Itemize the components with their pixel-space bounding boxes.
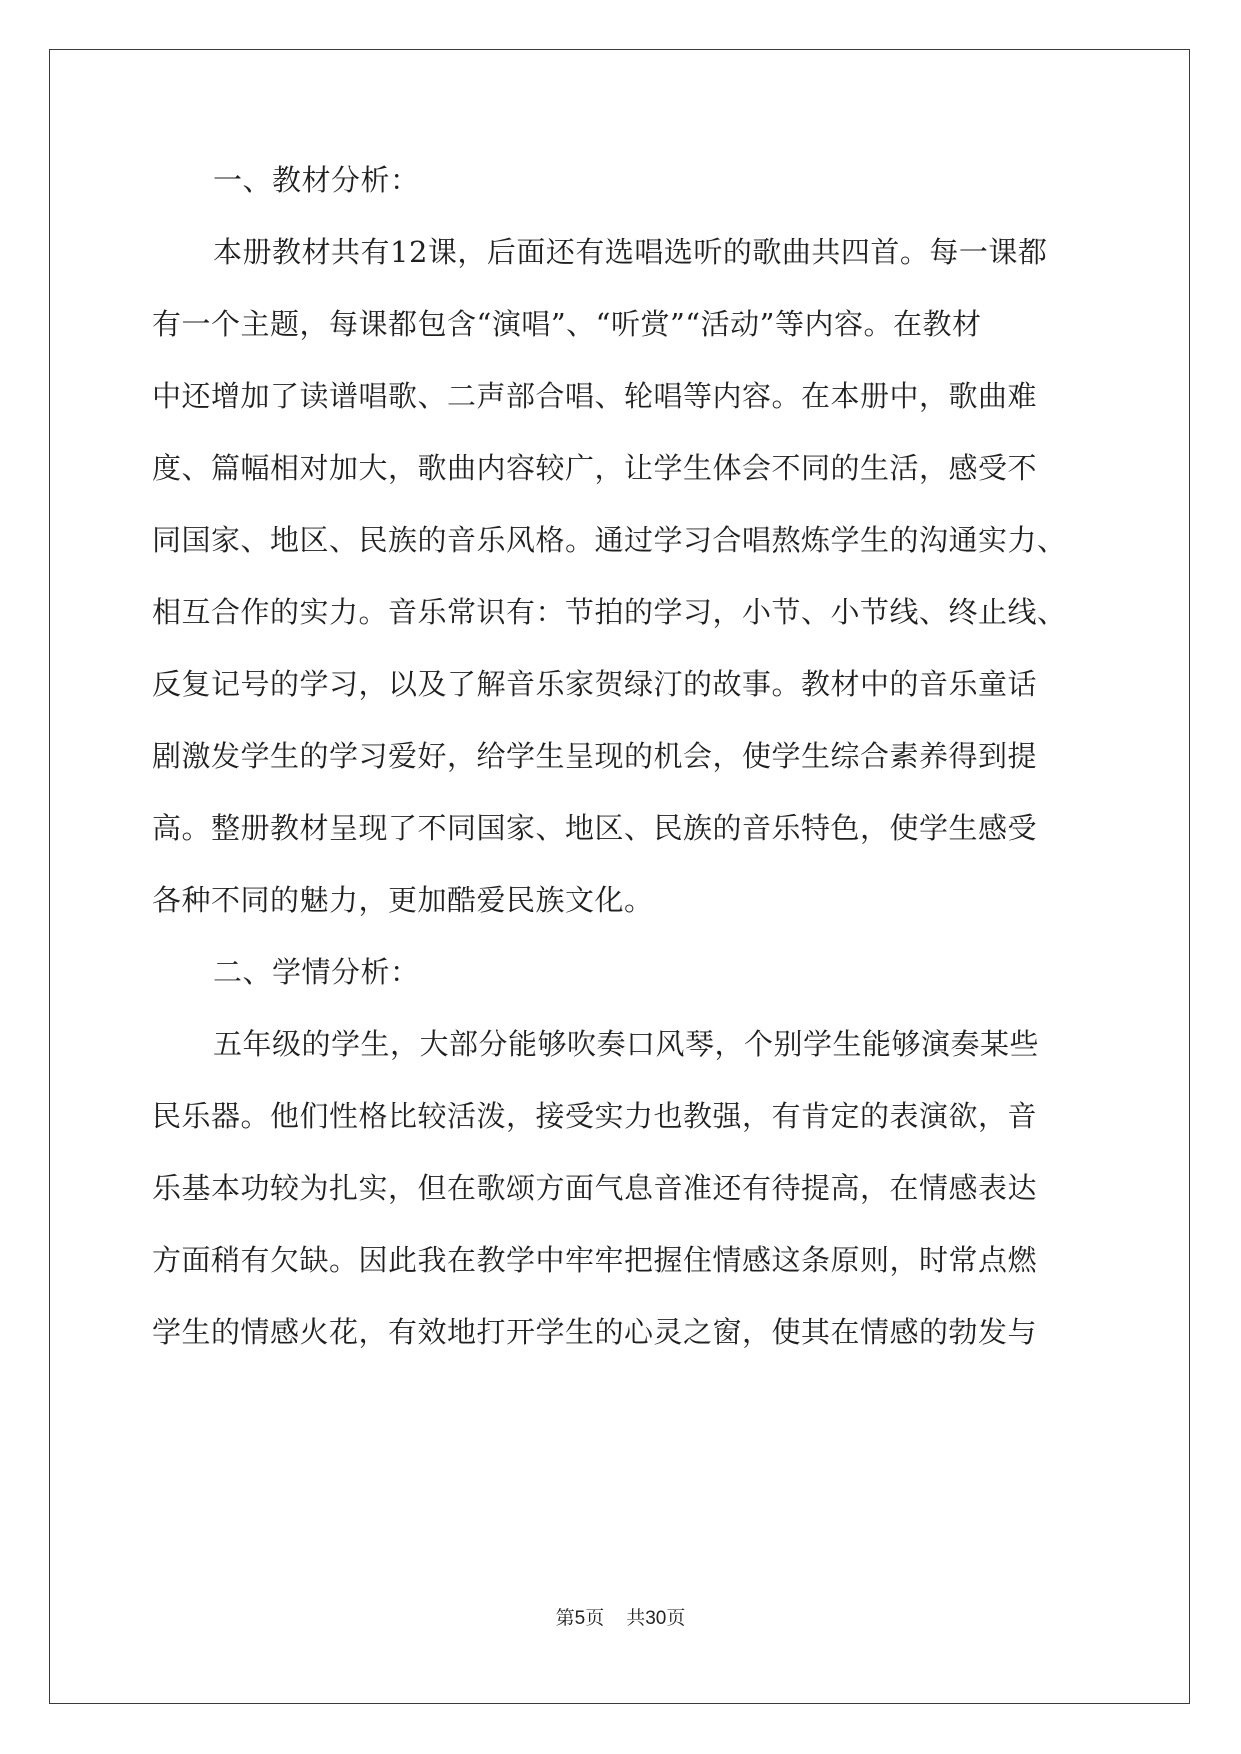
paragraph-line: 五年级的学生，大部分能够吹奏口风琴，个别学生能够演奏某些 (213, 1027, 1040, 1061)
page-border (49, 49, 1190, 1704)
paragraph-line: 高。整册教材呈现了不同国家、地区、民族的音乐特色，使学生感受 (152, 811, 1038, 845)
paragraph-line: 中还增加了读谱唱歌、二声部合唱、轮唱等内容。在本册中，歌曲难 (152, 379, 1038, 413)
paragraph-line: 民乐器。他们性格比较活泼，接受实力也教强，有肯定的表演欲，音 (152, 1099, 1038, 1133)
paragraph-line: 有一个主题，每课都包含“演唱”、“听赏”“活动”等内容。在教材 (152, 307, 982, 341)
section-heading-textbook-analysis: 一、教材分析： (213, 163, 420, 197)
paragraph-line: 本册教材共有12课，后面还有选唱选听的歌曲共四首。每一课都 (213, 235, 1048, 269)
section-heading-student-analysis: 二、学情分析： (213, 955, 420, 989)
page-total: 共30页 (626, 1608, 686, 1629)
page-number: 第5页 (555, 1608, 605, 1629)
paragraph-line: 度、篇幅相对加大，歌曲内容较广，让学生体会不同的生活，感受不 (152, 451, 1038, 485)
paragraph-line: 相互合作的实力。音乐常识有：节拍的学习，小节、小节线、终止线、 (152, 595, 1067, 629)
paragraph-line: 方面稍有欠缺。因此我在教学中牢牢把握住情感这条原则，时常点燃 (152, 1243, 1038, 1277)
page-footer (0, 1603, 1241, 1630)
paragraph-line: 剧激发学生的学习爱好，给学生呈现的机会，使学生综合素养得到提 (152, 739, 1038, 773)
paragraph-line: 乐基本功较为扎实，但在歌颂方面气息音准还有待提高，在情感表达 (152, 1171, 1038, 1205)
paragraph-line: 同国家、地区、民族的音乐风格。通过学习合唱熬炼学生的沟通实力、 (152, 523, 1067, 557)
paragraph-line: 反复记号的学习，以及了解音乐家贺绿汀的故事。教材中的音乐童话 (152, 667, 1038, 701)
paragraph-line: 学生的情感火花，有效地打开学生的心灵之窗，使其在情感的勃发与 (152, 1315, 1038, 1349)
paragraph-line: 各种不同的魅力，更加酷爱民族文化。 (152, 883, 654, 917)
